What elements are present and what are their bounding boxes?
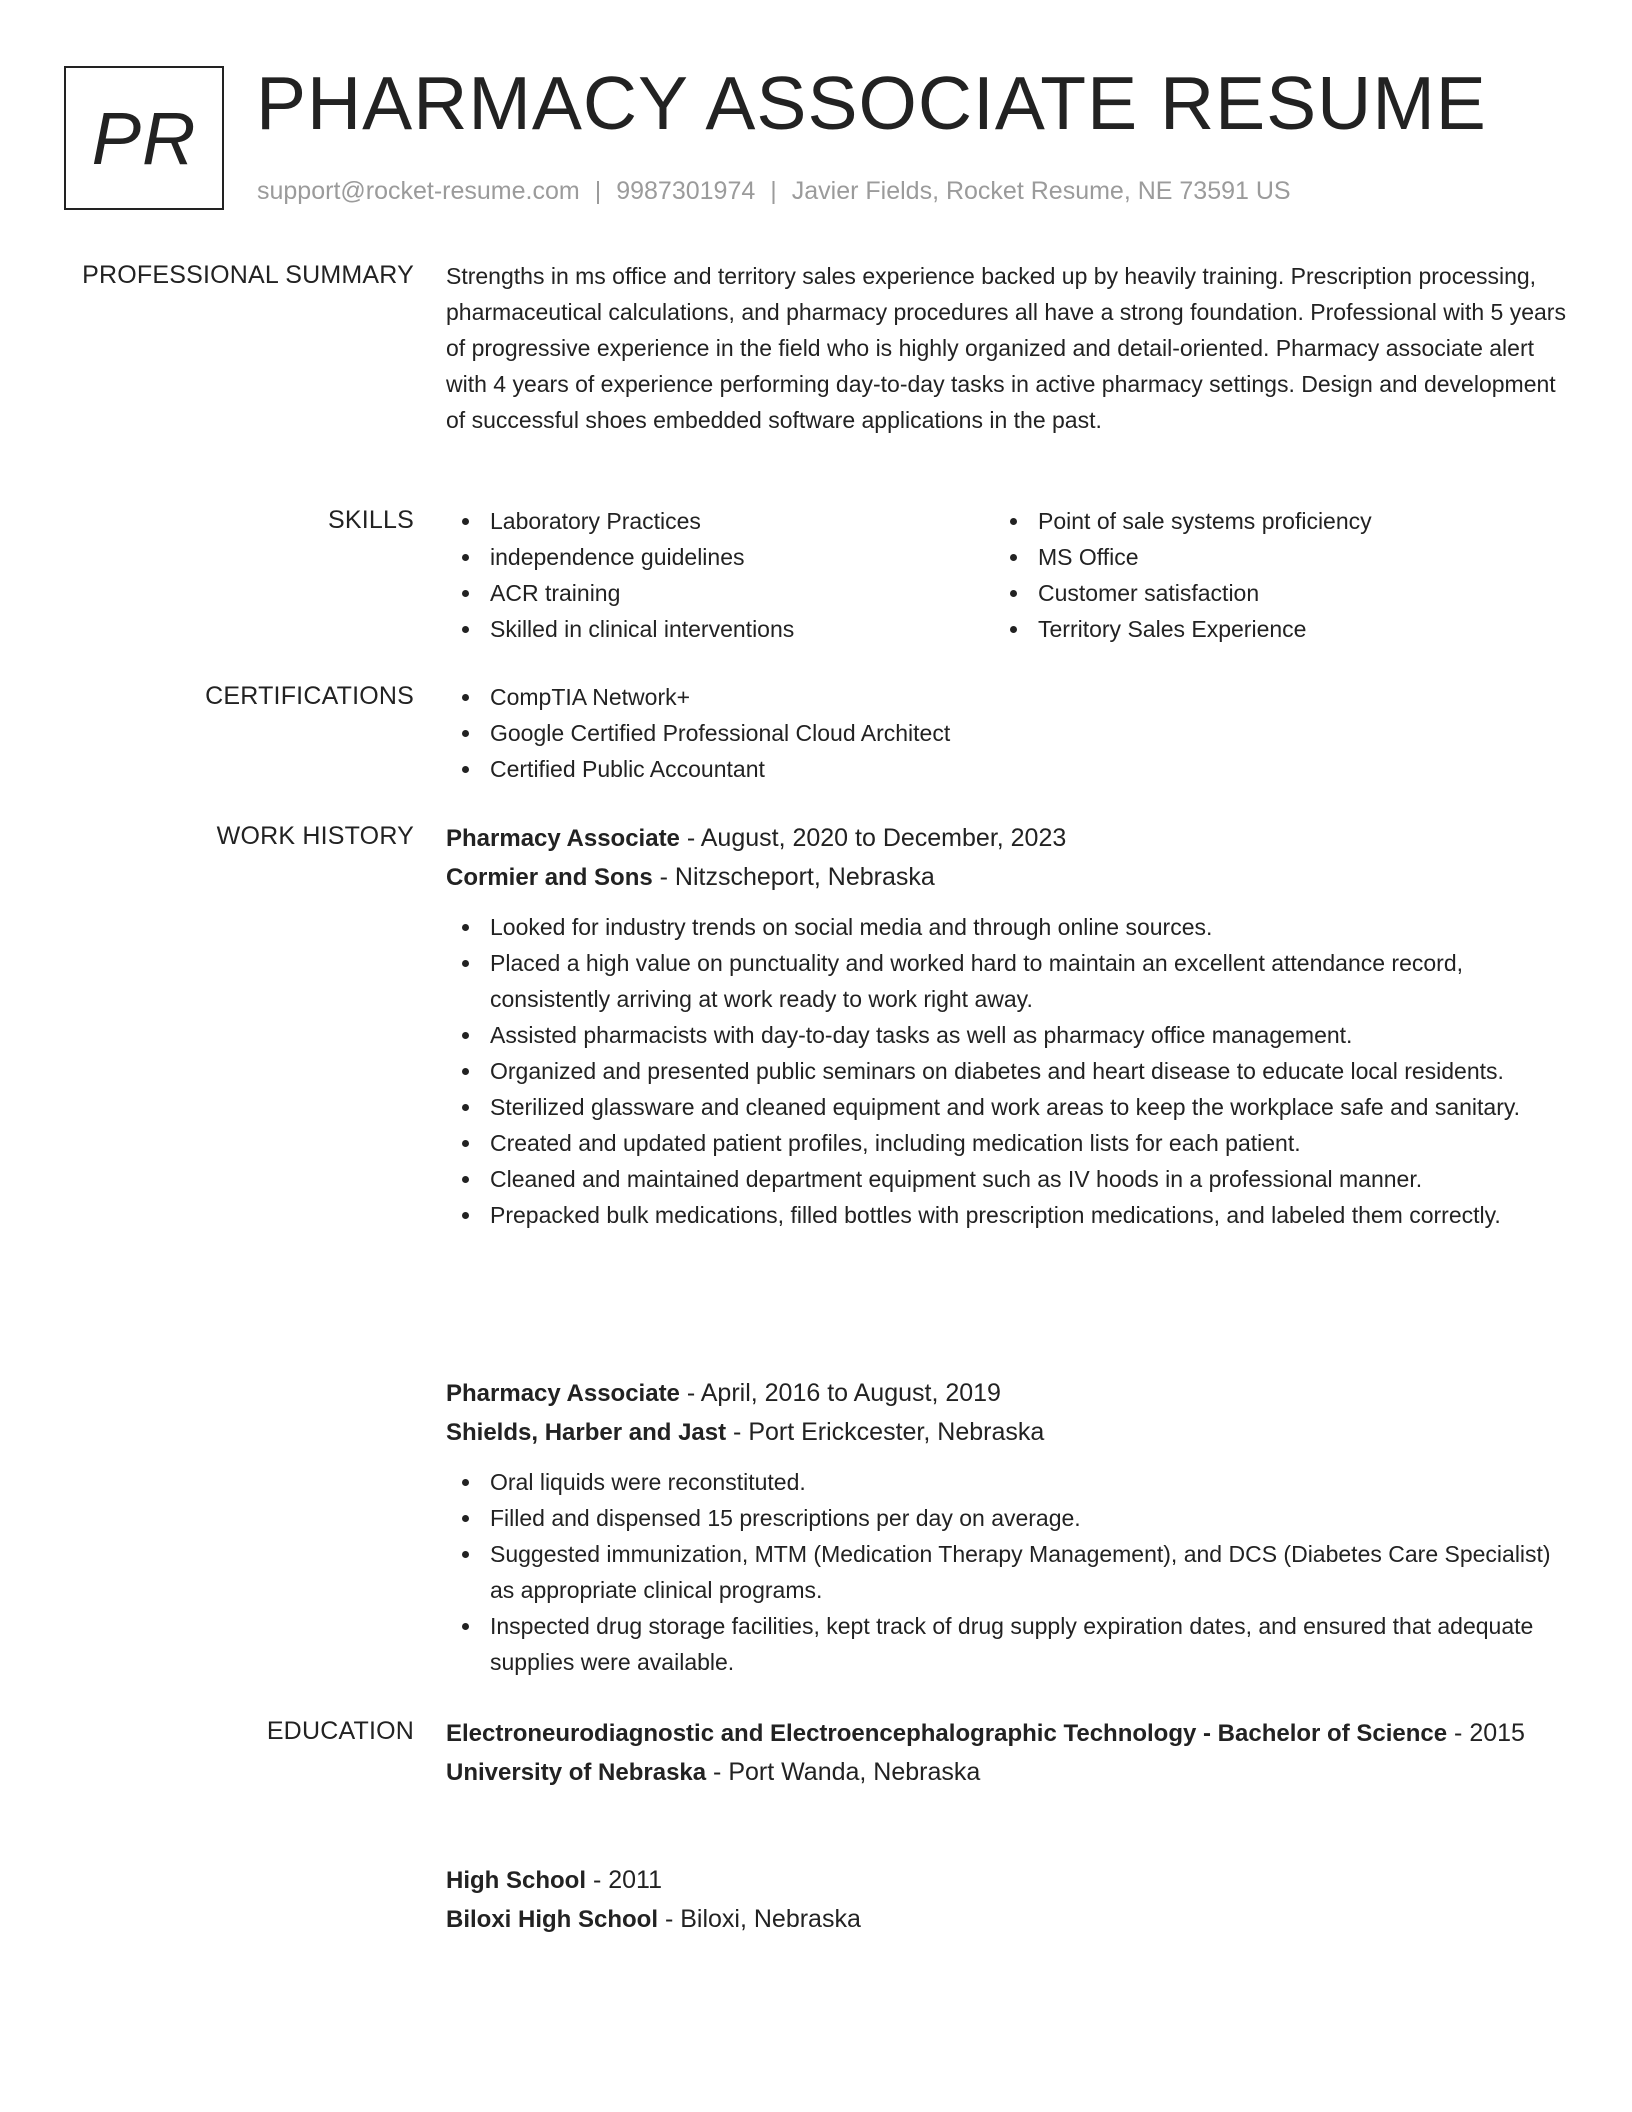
list-item: Created and updated patient profiles, including medication lists for each patient. (446, 1125, 1566, 1161)
contact-phone: 9987301974 (616, 177, 756, 205)
education-location: - Port Wanda, Nebraska (706, 1758, 981, 1786)
list-item: Cleaned and maintained department equipment such as IV hoods in a professional manner. (446, 1161, 1566, 1197)
list-item: Laboratory Practices (446, 503, 994, 539)
education-year: - 2015 (1447, 1719, 1525, 1747)
job-title-line (446, 1374, 1566, 1413)
section-label-work-history: WORK HISTORY (216, 822, 414, 850)
education-school: Biloxi High School (446, 1906, 659, 1933)
list-item: ACR training (446, 575, 994, 611)
education-degree: High School (446, 1867, 586, 1894)
job-location: - Port Erickcester, Nebraska (726, 1418, 1045, 1446)
section-label-skills: SKILLS (328, 506, 414, 534)
list-item: Certified Public Accountant (446, 751, 1566, 787)
job-company: Shields, Harber and Jast (446, 1419, 727, 1446)
section-label-summary: PROFESSIONAL SUMMARY (82, 261, 414, 289)
list-item: Territory Sales Experience (994, 611, 1542, 647)
job-title-line (446, 819, 1566, 858)
job-bullets (446, 1464, 1566, 1680)
contact-line (257, 174, 1291, 208)
list-item: Assisted pharmacists with day-to-day tasks as well as pharmacy office management. (446, 1017, 1566, 1053)
job-location: - Nitzscheport, Nebraska (652, 863, 935, 891)
education-school-line (446, 1753, 1566, 1792)
contact-separator: | (770, 177, 777, 205)
education-degree-line (446, 1861, 1566, 1900)
contact-email: support@rocket-resume.com (257, 177, 580, 205)
certifications-list (446, 679, 1566, 787)
job-title: Pharmacy Associate (446, 1380, 680, 1407)
skills-list-right (994, 503, 1542, 647)
education-degree-line (446, 1714, 1566, 1753)
section-label-education: EDUCATION (266, 1717, 414, 1745)
list-item: Oral liquids were reconstituted. (446, 1464, 1566, 1500)
resume-title: PHARMACY ASSOCIATE RESUME (256, 61, 1487, 145)
contact-separator: | (594, 177, 602, 205)
list-item: Point of sale systems proficiency (994, 503, 1542, 539)
education-year: - 2011 (586, 1866, 662, 1894)
job-entry (446, 819, 1566, 1233)
monogram-initials: PR (91, 96, 197, 180)
education-entry (446, 1861, 1566, 1939)
job-company: Cormier and Sons (446, 864, 653, 891)
summary-text: Strengths in ms office and territory sales experience backed up by heavily training. Prescription processing, pharmaceutical calculations, and pharmacy procedures all have a strong foundation. Professional with 5 years of progressive experience in the field who is highly organized and detail-oriented. Pharmacy associate alert with 4 years of experience performing day-to-day tasks in active pharmacy settings. Design and development of successful shoes embedded software applications in the past. (446, 263, 1566, 433)
contact-address: Javier Fields, Rocket Resume, NE 73591 US (791, 177, 1291, 205)
job-title: Pharmacy Associate (446, 825, 680, 852)
list-item: Customer satisfaction (994, 575, 1542, 611)
education-school-line (446, 1900, 1566, 1939)
education-location: - Biloxi, Nebraska (658, 1905, 861, 1933)
list-item: Filled and dispensed 15 prescriptions per day on average. (446, 1500, 1566, 1536)
skills-list-left (446, 503, 994, 647)
list-item: Sterilized glassware and cleaned equipment and work areas to keep the workplace safe and sanitary. (446, 1089, 1566, 1125)
list-item: Inspected drug storage facilities, kept track of drug supply expiration dates, and ensured that adequate supplies were available. (446, 1608, 1566, 1680)
monogram-logo (64, 66, 224, 210)
job-dates: - August, 2020 to December, 2023 (679, 824, 1067, 852)
education-entry (446, 1714, 1566, 1792)
list-item: MS Office (994, 539, 1542, 575)
list-item: independence guidelines (446, 539, 994, 575)
job-company-line (446, 1413, 1566, 1452)
education-body (446, 1714, 1566, 1933)
education-degree: Electroneurodiagnostic and Electroencephalographic Technology - Bachelor of Science (446, 1720, 1448, 1747)
list-item: Placed a high value on punctuality and worked hard to maintain an excellent attendance record, consistently arriving at work ready to work right away. (446, 945, 1566, 1017)
job-company-line (446, 858, 1566, 897)
education-school: University of Nebraska (446, 1759, 707, 1786)
list-item: Prepacked bulk medications, filled bottles with prescription medications, and labeled them correctly. (446, 1197, 1566, 1233)
list-item: Suggested immunization, MTM (Medication Therapy Management), and DCS (Diabetes Care Specialist) as appropriate clinical programs. (446, 1536, 1566, 1608)
job-bullets (446, 909, 1566, 1233)
section-label-certifications: CERTIFICATIONS (205, 682, 414, 710)
job-entry (446, 1374, 1566, 1680)
list-item: Google Certified Professional Cloud Architect (446, 715, 1566, 751)
work-history-body (446, 819, 1566, 1675)
skills-grid (446, 503, 1566, 647)
list-item: Organized and presented public seminars on diabetes and heart disease to educate local residents. (446, 1053, 1566, 1089)
list-item: Looked for industry trends on social media and through online sources. (446, 909, 1566, 945)
list-item: CompTIA Network+ (446, 679, 1566, 715)
list-item: Skilled in clinical interventions (446, 611, 994, 647)
certifications-body (446, 679, 1566, 787)
job-dates: - April, 2016 to August, 2019 (679, 1379, 1001, 1407)
